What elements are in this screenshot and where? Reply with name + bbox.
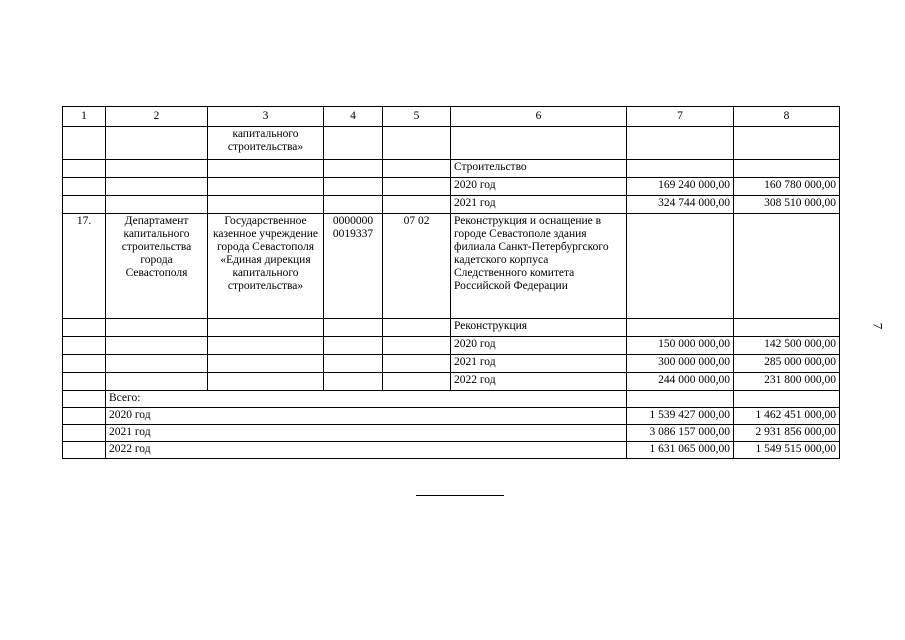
amount-cell: 324 744 000,00 [627, 196, 734, 214]
total-label-row [63, 391, 840, 408]
amount-cell: 3 086 157 000,00 [627, 425, 734, 442]
total-row [63, 408, 840, 425]
table-row [63, 214, 840, 319]
year-cell: 2021 год [106, 425, 627, 442]
amount-cell: 2 931 856 000,00 [734, 425, 840, 442]
header-cell: 7 [627, 107, 734, 127]
year-cell: 2022 год [451, 373, 627, 391]
header-cell: 1 [63, 107, 106, 127]
table-row [63, 373, 840, 391]
table-row [63, 178, 840, 196]
total-row [63, 425, 840, 442]
code-cell: 0000000 0019337 [324, 214, 383, 319]
work-type-cell: Реконструкция [451, 319, 627, 337]
amount-cell: 300 000 000,00 [627, 355, 734, 373]
amount-cell: 1 462 451 000,00 [734, 408, 840, 425]
table-row [63, 337, 840, 355]
header-row [63, 107, 840, 127]
amount-cell: 285 000 000,00 [734, 355, 840, 373]
work-type-cell: Строительство [451, 160, 627, 178]
page-number: 7 [870, 322, 886, 330]
total-label: Всего: [106, 391, 627, 408]
header-cell: 4 [324, 107, 383, 127]
amount-cell: 1 631 065 000,00 [627, 442, 734, 459]
table-row [63, 196, 840, 214]
institution-cell: Государственное казенное учреждение города Севастополя «Единая дирекция капитального строительства» [208, 214, 324, 319]
year-cell: 2020 год [451, 178, 627, 196]
institution-cell: капитального строительства» [208, 127, 324, 160]
total-row [63, 442, 840, 459]
year-cell: 2020 год [451, 337, 627, 355]
budget-table [62, 106, 840, 459]
item-number: 17. [63, 214, 106, 319]
year-cell: 2020 год [106, 408, 627, 425]
header-cell: 8 [734, 107, 840, 127]
table-row [63, 127, 840, 160]
department-cell: Департамент капитального строительства города Севастополя [106, 214, 208, 319]
amount-cell: 160 780 000,00 [734, 178, 840, 196]
table-row [63, 319, 840, 337]
amount-cell: 169 240 000,00 [627, 178, 734, 196]
table-row [63, 160, 840, 178]
year-cell: 2021 год [451, 355, 627, 373]
project-cell: Реконструкция и оснащение в городе Севастополе здания филиала Санкт-Петербургского кадетского корпуса Следственного комитета Российской Федерации [451, 214, 627, 319]
end-divider [416, 495, 504, 496]
amount-cell: 1 549 515 000,00 [734, 442, 840, 459]
section-code-cell: 07 02 [383, 214, 451, 319]
header-cell: 2 [106, 107, 208, 127]
amount-cell: 1 539 427 000,00 [627, 408, 734, 425]
header-cell: 6 [451, 107, 627, 127]
amount-cell: 231 800 000,00 [734, 373, 840, 391]
table-row [63, 355, 840, 373]
amount-cell: 150 000 000,00 [627, 337, 734, 355]
header-cell: 5 [383, 107, 451, 127]
header-cell: 3 [208, 107, 324, 127]
year-cell: 2022 год [106, 442, 627, 459]
amount-cell: 142 500 000,00 [734, 337, 840, 355]
amount-cell: 244 000 000,00 [627, 373, 734, 391]
year-cell: 2021 год [451, 196, 627, 214]
amount-cell: 308 510 000,00 [734, 196, 840, 214]
